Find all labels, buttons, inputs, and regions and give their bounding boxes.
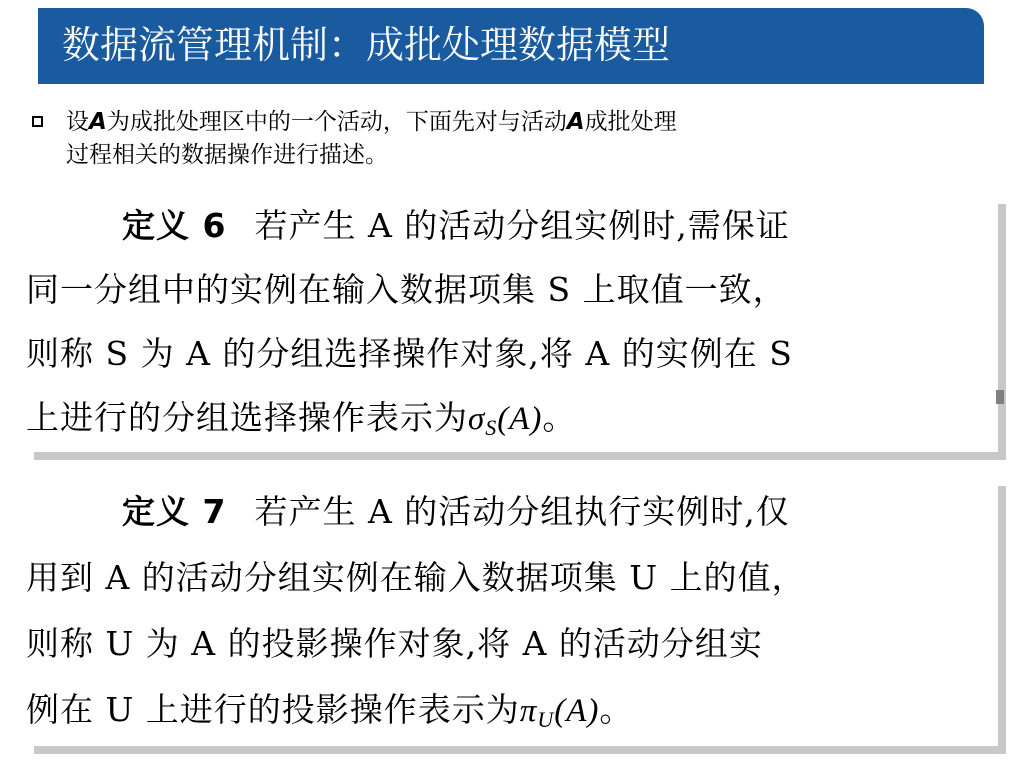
bullet-text <box>66 106 996 172</box>
definition-7-line-1 <box>26 482 998 542</box>
pi-subscript: U <box>537 707 555 732</box>
definition-6-text-4: 上进行的分组选择操作表示为 <box>26 398 468 437</box>
title-banner <box>38 8 984 84</box>
definition-7-text-4: 例在 U 上进行的投影操作表示为 <box>26 690 520 729</box>
hollow-square-bullet-icon <box>32 116 43 127</box>
pi-argument: (A) <box>554 693 600 729</box>
definition-6-text-1: 若产生 A 的活动分组实例时,需保证 <box>254 206 790 245</box>
definition-7-line-4 <box>26 680 998 750</box>
definition-7-end: 。 <box>599 690 634 729</box>
definition-6-box <box>26 196 998 452</box>
bullet-var-a-2: A <box>566 109 585 135</box>
definition-7-box <box>26 478 998 746</box>
definition-6-heading: 定义 6 <box>122 206 227 245</box>
bullet-text-part3: 成批处理 <box>584 109 677 135</box>
definition-6-line-4 <box>26 388 998 458</box>
sigma-argument: (A) <box>497 401 543 437</box>
bullet-text-part2: 为成批处理区中的一个活动，下面先对与活动 <box>106 109 567 135</box>
bullet-text-part1: 设 <box>66 109 89 135</box>
definition-box-edge-mark <box>996 390 1004 404</box>
sigma-operator: σ <box>468 401 486 437</box>
bullet-text-line2: 过程相关的数据操作进行描述。 <box>66 142 388 168</box>
pi-operator: π <box>519 693 538 729</box>
definition-7-line-2: 用到 A 的活动分组实例在输入数据项集 U 上的值， <box>26 558 806 597</box>
sigma-subscript: S <box>485 415 498 440</box>
definition-7-line-3: 则称 U 为 A 的投影操作对象,将 A 的活动分组实 <box>26 624 763 663</box>
definition-6-line-2: 同一分组中的实例在输入数据项集 S 上取值一致， <box>26 270 787 309</box>
definition-6-end: 。 <box>542 398 577 437</box>
bullet-var-a: A <box>89 109 107 135</box>
definition-7-text-1: 若产生 A 的活动分组执行实例时,仅 <box>254 492 790 531</box>
definition-6-line-1 <box>26 196 998 256</box>
definition-7-heading: 定义 7 <box>122 492 227 531</box>
definition-6-line-3: 则称 S 为 A 的分组选择操作对象,将 A 的实例在 S <box>26 334 793 373</box>
slide-title: 数据流管理机制：成批处理数据模型 <box>62 23 671 67</box>
